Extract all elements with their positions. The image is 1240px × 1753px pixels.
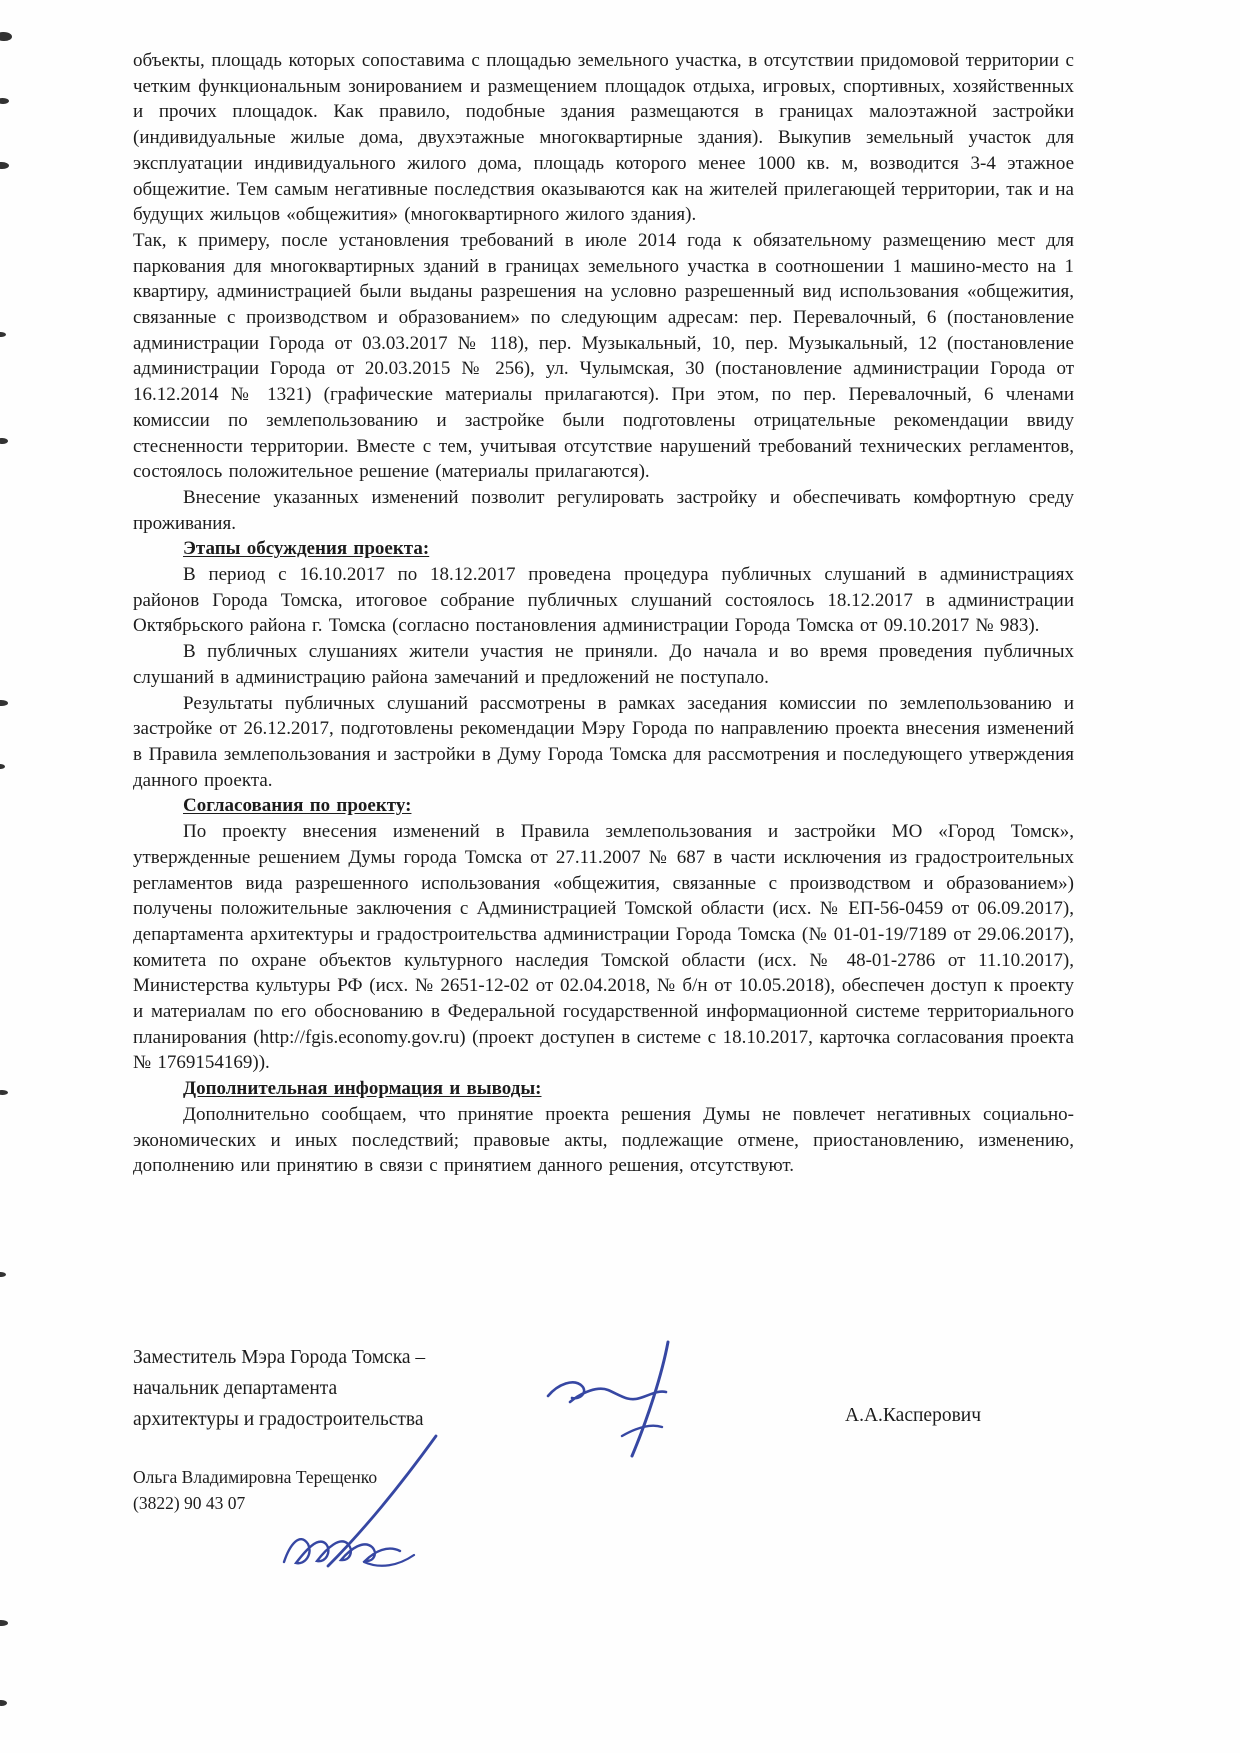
section-heading-additional-info: Дополнительная информация и выводы: xyxy=(183,1078,542,1100)
paragraph-amendments-benefit: Внесение указанных изменений позволит регулировать застройку и обеспечивать комфортную среду проживания. xyxy=(133,486,1074,534)
contact-phone: (3822) 90 43 07 xyxy=(133,1493,246,1513)
scan-artifact xyxy=(0,1700,7,1706)
contact-block xyxy=(133,1464,377,1516)
contact-name: Ольга Владимировна Терещенко xyxy=(133,1467,378,1487)
paragraph-approvals-details: По проекту внесения изменений в Правила землепользования и застройки МО «Город Томск», утвержденные решением Думы города Томска от 27.11.2007 № 687 в части исключения из градостроительных регламентов вида разрешенного использования «общежития, связанные с производством и образованием») получены положительные заключения с Администрацией Томской области (исх. № ЕП-56-0459 от 06.09.2017), департамента архитектуры и градостроительства администрации Города Томска (№ 01-01-19/7189 от 29.06.2017), комитета по охране объектов культурного наследия Томской области (исх. № 48-01-2786 от 11.10.2017), Министерства культуры РФ (исх. № 2651-12-02 от 02.04.2018, № б/н от 10.05.2018), обеспечен доступ к проекту и материалам по его обоснованию в Федеральной государственной информационной системе территориального планирования (http://fgis.economy.gov.ru) (проект доступен в системе с 18.10.2017, карточка согласования проекта № 1769154169)). xyxy=(133,821,1074,1074)
scan-artifact xyxy=(0,332,6,337)
scan-artifact xyxy=(0,162,9,169)
section-heading-approvals: Согласования по проекту: xyxy=(183,795,412,817)
scan-artifact xyxy=(0,98,9,104)
scan-artifact xyxy=(0,700,8,706)
signer-position-line: Заместитель Мэра Города Томска – xyxy=(133,1347,426,1368)
paragraph-additional-info: Дополнительно сообщаем, что принятие проекта решения Думы не повлечет негативных социально-экономических и иных последствий; правовые акты, подлежащие отмене, приостановлению, изменению, дополнению или принятию в связи с принятием данного решения, отсутствуют. xyxy=(133,1103,1074,1177)
signer-position-line: начальник департамента xyxy=(133,1378,338,1399)
section-heading-discussion-stages: Этапы обсуждения проекта: xyxy=(183,538,430,560)
scan-artifact xyxy=(0,1272,6,1277)
signature-block xyxy=(133,1342,1074,1435)
signer-name: А.А.Касперович xyxy=(845,1405,982,1426)
paragraph-hearings-results: Результаты публичных слушаний рассмотрены в рамках заседания комиссии по землепользованию и застройке от 26.12.2017, подготовлены рекомендации Мэру Города по направлению проекта внесения изменений в Правила землепользования и застройки в Думу Города Томска для рассмотрения и последующего утверждения данного проекта. xyxy=(133,692,1074,791)
paragraph-public-hearings-period: В период с 16.10.2017 по 18.12.2017 проведена процедура публичных слушаний в администрациях районов Города Томска, итоговое собрание публичных слушаний состоялось 18.12.2017 в администрации Октябрьского района г. Томска (согласно постановления администрации Города Томска от 09.10.2017 № 983). xyxy=(133,564,1074,637)
document-body xyxy=(133,48,1074,1179)
paragraph-continuation: объекты, площадь которых сопоставима с площадью земельного участка, в отсутствии придомовой территории с четким функциональным зонированием и размещением площадок отдыха, игровых, спортивных, хозяйственных и прочих площадок. Как правило, подобные здания размещаются в границах малоэтажной застройки (индивидуальные жилые дома, двухэтажные многоквартирные здания). Выкупив земельный участок для эксплуатации индивидуального жилого дома, площадь которого менее 1000 кв. м, возводится 3-4 этажное общежитие. Тем самым негативные последствия оказываются как на жителей прилегающей территории, так и на будущих жильцов «общежития» (многоквартирного жилого здания). xyxy=(133,50,1074,226)
scan-artifact xyxy=(0,764,5,769)
scan-artifact xyxy=(0,32,12,41)
scan-artifact xyxy=(0,438,8,444)
paragraph-no-participation: В публичных слушаниях жители участия не приняли. До начала и во время проведения публичных слушаний в администрацию района замечаний и предложений не поступало. xyxy=(133,641,1074,688)
scan-artifact xyxy=(0,1090,8,1095)
signer-position-line: архитектуры и градостроительства xyxy=(133,1409,424,1430)
paragraph-example-permits: Так, к примеру, после установления требований в июле 2014 года к обязательному размещению мест для паркования для многоквартирных зданий в границах земельного участка в соотношении 1 машино-место на 1 квартиру, администрацией были выданы разрешения на условно разрешенный вид использования «общежития, связанные с производством и образованием» по следующим адресам: пер. Перевалочный, 6 (постановление администрации Города от 03.03.2017 № 118), пер. Музыкальный, 10, пер. Музыкальный, 12 (постановление администрации Города от 20.03.2015 № 256), ул. Чулымская, 30 (постановление администрации Города от 16.12.2014 № 1321) (графические материалы прилагаются). При этом, по пер. Перевалочный, 6 членами комиссии по землепользованию и застройке были подготовлены отрицательные рекомендации ввиду стесненности территории. Вместе с тем, учитывая отсутствие нарушений требований технических регламентов, состоялось положительное решение (материалы прилагаются). xyxy=(133,229,1074,483)
scan-artifact xyxy=(0,1620,8,1626)
